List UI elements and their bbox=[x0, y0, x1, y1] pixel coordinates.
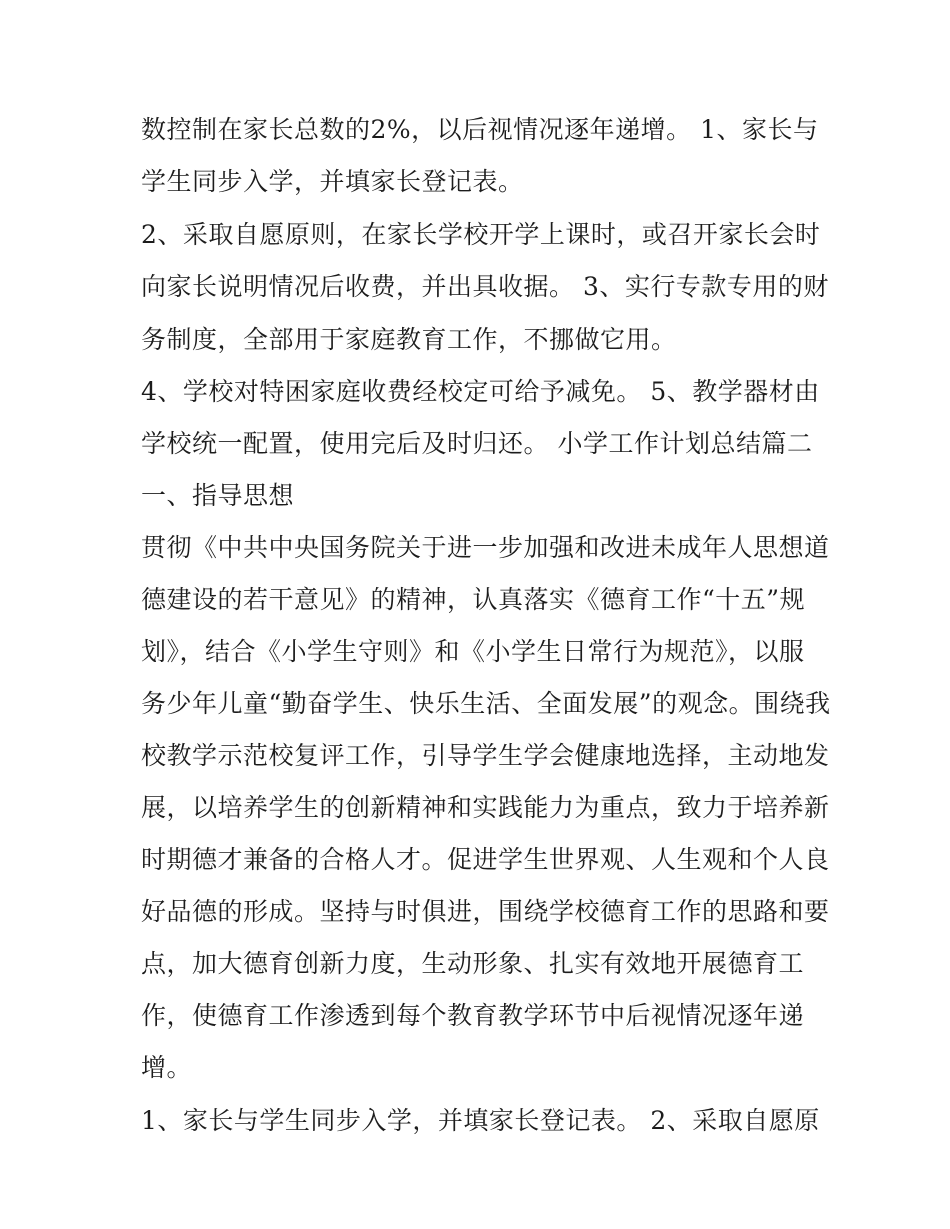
text-line: 时期德才兼备的合格人才。促进学生世界观、人生观和个人良 bbox=[141, 845, 830, 874]
text-line: 德建设的若干意见》的精神，认真落实《德育工作“十五”规 bbox=[141, 585, 806, 614]
text-line: 展，以培养学生的创新精神和实践能力为重点，致力于培养新 bbox=[141, 793, 830, 822]
text-line: 数控制在家长总数的2%，以后视情况逐年递增。 1、家长与 bbox=[141, 115, 819, 144]
text-line: 贯彻《中共中央国务院关于进一步加强和改进未成年人思想道 bbox=[141, 533, 830, 562]
text-line: 好品德的形成。坚持与时俱进，围绕学校德育工作的思路和要 bbox=[141, 897, 830, 926]
text-line: 增。 bbox=[141, 1053, 193, 1082]
text-line: 点，加大德育创新力度，生动形象、扎实有效地开展德育工 bbox=[141, 949, 805, 978]
text-line: 校教学示范校复评工作，引导学生学会健康地选择，主动地发 bbox=[141, 741, 830, 770]
text-line: 2、采取自愿原则，在家长学校开学上课时，或召开家长会时 bbox=[141, 220, 821, 249]
text-line: 1、家长与学生同步入学，并填家长登记表。 2、采取自愿原 bbox=[141, 1106, 820, 1135]
text-line: 作，使德育工作渗透到每个教育教学环节中后视情况逐年递 bbox=[141, 1001, 805, 1030]
text-line: 学校统一配置，使用完后及时归还。 小学工作计划总结篇二 bbox=[141, 429, 813, 458]
text-line: 向家长说明情况后收费，并出具收据。 3、实行专款专用的财 bbox=[141, 272, 829, 301]
text-line: 4、学校对特困家庭收费经校定可给予减免。 5、教学器材由 bbox=[141, 377, 820, 406]
text-line: 务制度，全部用于家庭教育工作，不挪做它用。 bbox=[141, 325, 677, 354]
text-line: 务少年儿童“勤奋学生、快乐生活、全面发展”的观念。围绕我 bbox=[141, 689, 831, 718]
text-line: 学生同步入学，并填家长登记表。 bbox=[141, 167, 524, 196]
text-line: 划》，结合《小学生守则》和《小学生日常行为规范》，以服 bbox=[141, 637, 805, 666]
section-heading: 一、指导思想 bbox=[141, 481, 295, 510]
